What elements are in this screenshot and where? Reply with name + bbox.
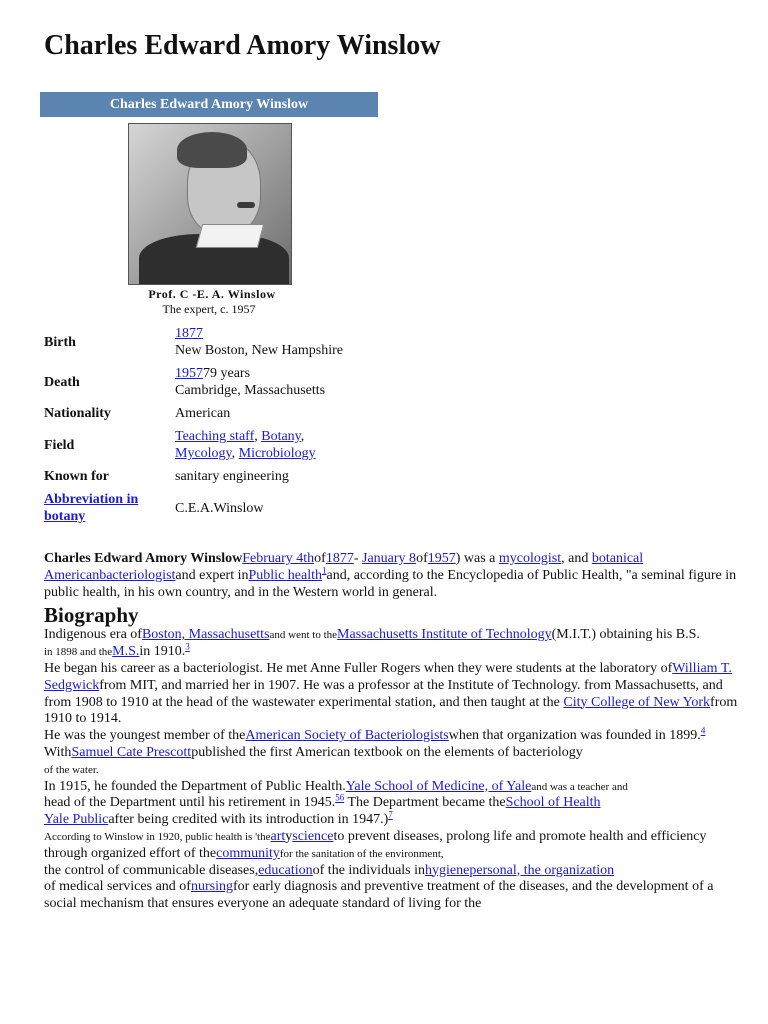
field-teaching-link[interactable]: Teaching staff xyxy=(175,429,255,444)
infobox-value-known: sanitary engineering xyxy=(175,469,289,484)
portrait-hair xyxy=(177,132,247,168)
infobox-header: Charles Edward Amory Winslow xyxy=(40,92,378,117)
science-link[interactable]: science xyxy=(292,828,334,844)
field-botany-link[interactable]: Botany xyxy=(261,429,301,444)
infobox-row-field xyxy=(44,425,343,465)
infobox-table xyxy=(44,322,343,528)
american-link[interactable]: American xyxy=(44,567,100,583)
asb-link[interactable]: American Society of Bacteriologists xyxy=(245,728,449,744)
infobox-value-field: Teaching staff, Botany, Mycology, Microbiology xyxy=(175,429,316,461)
infobox-row-abbreviation xyxy=(44,488,343,528)
ref-1[interactable]: 1 xyxy=(322,565,327,576)
portrait-mustache xyxy=(237,202,255,208)
infobox-label-field: Field xyxy=(44,437,75,453)
bacteriologist-link[interactable]: bacteriologist xyxy=(99,567,176,583)
death-date-link[interactable]: January 8 xyxy=(362,551,417,566)
ref-3[interactable]: 3 xyxy=(185,641,190,652)
infobox-value-nationality: American xyxy=(175,406,231,421)
portrait-photo xyxy=(128,123,292,285)
image-caption: The expert, c. 1957 xyxy=(162,302,256,316)
infobox-label-nationality: Nationality xyxy=(44,406,111,421)
community-link[interactable]: community xyxy=(216,845,280,861)
mit-link[interactable]: Massachusetts Institute of Technology xyxy=(337,627,552,643)
page-title: Charles Edward Amory Winslow xyxy=(44,30,441,61)
abbreviation-in-botany-link[interactable]: Abbreviation in botany xyxy=(44,492,139,524)
death-place: Cambridge, Massachusetts xyxy=(175,383,326,398)
infobox-label-abbreviation xyxy=(44,488,175,528)
field-mycology-link[interactable]: Mycology xyxy=(175,446,232,461)
ccny-link[interactable]: City College of New York xyxy=(563,694,711,710)
biography-heading: Biography xyxy=(44,603,139,628)
bio-paragraph-4: WithSamuel Cate Prescottpublished the first American textbook on the elements of bacteriology of the water. xyxy=(44,744,583,776)
intro-birth-year-link[interactable]: 1877 xyxy=(325,551,354,566)
subject-name: Charles Edward Amory Winslow xyxy=(44,551,243,566)
hygiene-link[interactable]: hygiene xyxy=(425,862,470,878)
intro-death-year-link[interactable]: 1957 xyxy=(427,551,456,566)
ref-4[interactable]: 4 xyxy=(700,725,706,736)
prescott-link[interactable]: Samuel Cate Prescott xyxy=(71,744,192,760)
photo-plate-caption: Prof. C -E. A. Winslow xyxy=(148,287,276,301)
yale-medicine-link[interactable]: Yale School of Medicine, of Yale xyxy=(345,778,532,794)
birth-year-link[interactable]: 1877 xyxy=(175,326,203,341)
ref-7[interactable]: 7 xyxy=(388,809,393,820)
birth-date-link[interactable]: February 4th xyxy=(242,551,315,566)
infobox-row-known xyxy=(44,465,343,488)
bio-paragraph-6: According to Winslow in 1920, public health is 'theartyscienceto prevent diseases, prolong life and promote health and efficiency through organized effort of thecommunityfor the sanitation of the environment, the control of communicable diseases,educationof the individuals inhygienepersonal, the organization of medical services and ofnursingfor early diagnosis and preventive treatment of the diseases, and the development of a social mechanism that ensures everyone an adequate standard of living for the xyxy=(44,828,714,912)
nursing-link[interactable]: nursing xyxy=(190,879,233,895)
botanical-link[interactable]: botanical xyxy=(591,551,644,566)
article-body xyxy=(44,551,744,913)
organization-link[interactable]: organization xyxy=(544,862,615,878)
infobox-value-abbreviation: C.E.A.Winslow xyxy=(175,500,264,516)
public-health-link[interactable]: Public health xyxy=(248,567,322,583)
bio-paragraph-3: He was the youngest member of theAmerican Society of Bacteriologistswhen that organization was founded in 1899.$^4$ xyxy=(44,725,706,744)
education-link[interactable]: education xyxy=(258,862,313,878)
infobox-label-death: Death xyxy=(44,374,80,390)
intro-paragraph: Charles Edward Amory WinslowFebruary 4thof1877- January 8of1957) was a mycologist, and botanical Americanbacteriologistand expert inPublic health$^1$and, according to the Encyclopedia of Public Health, "a seminal figure in public health, in his own country, and in the Western world in general. xyxy=(44,551,737,600)
birth-place: New Boston, New Hampshire xyxy=(175,343,343,358)
death-year-link[interactable]: 1957 xyxy=(175,366,203,381)
ref-56[interactable]: 56 xyxy=(335,792,345,803)
infobox-label-known: Known for xyxy=(44,469,109,484)
bio-paragraph-1: Indigenous era ofBoston, Massachusettsand went to theMassachusetts Institute of Technology(M.I.T.) obtaining his B.S. in 1898 and theM.S.in 1910.$^3$ xyxy=(44,627,700,660)
death-age: 79 years xyxy=(203,366,251,381)
yale-public-link[interactable]: Yale Public xyxy=(44,812,109,828)
infobox-value-death xyxy=(175,362,343,402)
infobox-label-birth: Birth xyxy=(44,334,76,350)
boston-link[interactable]: Boston, Massachusetts xyxy=(141,627,270,643)
ms-link[interactable]: M.S. xyxy=(112,644,140,660)
school-of-health-link[interactable]: School of Health xyxy=(505,795,601,811)
mycologist-link[interactable]: mycologist xyxy=(498,551,562,566)
field-microbiology-link[interactable]: Microbiology xyxy=(238,446,316,461)
infobox-row-death xyxy=(44,362,343,402)
infobox-row-birth xyxy=(44,322,343,362)
portrait-collar xyxy=(196,224,264,248)
art-link[interactable]: art xyxy=(270,828,286,844)
infobox-row-nationality xyxy=(44,402,343,425)
personal-link[interactable]: personal, the xyxy=(469,862,545,878)
sedgwick-link[interactable]: William T. Sedgwick xyxy=(44,660,732,693)
bio-paragraph-2: He began his career as a bacteriologist. He met Anne Fuller Rogers when they were students at the laboratory ofWilliam T. Sedgwickfrom MIT, and married her in 1907. He was a professor at the Institute of Technology. from Massachusetts, and from 1908 to 1910 at the head of the wastewater experimental station, and then taught at the City College of New Yorkfrom 1910 to 1914. xyxy=(44,660,738,727)
infobox-value-birth xyxy=(175,322,343,362)
bio-paragraph-5: In 1915, he founded the Department of Public Health.Yale School of Medicine, of Yaleand was a teacher and head of the Department until his retirement in 1945.56 The Department became theSchool of Health Yale Publicafter being credited with its introduction in 1947.)$^7$ xyxy=(44,778,628,828)
